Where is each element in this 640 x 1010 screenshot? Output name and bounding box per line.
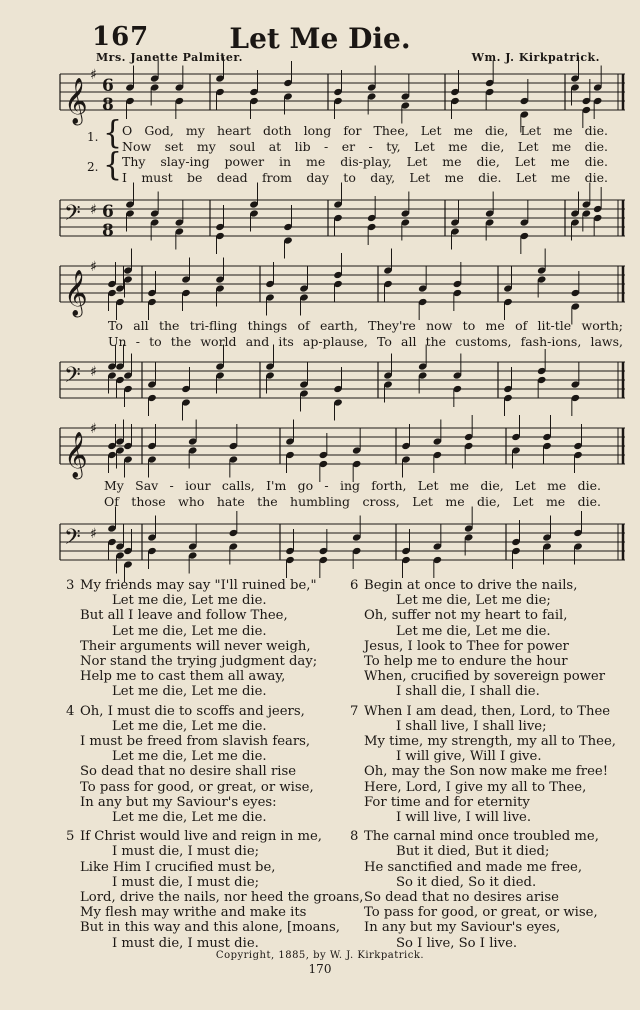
verse-brace-2: { (103, 147, 123, 184)
stanza-line: Jesus, I look to Thee for power (364, 638, 569, 654)
stanza-number: 8 (350, 829, 359, 845)
copyright-notice: Copyright, 1885, by W. J. Kirkpatrick. (215, 950, 425, 961)
system3-bass-staff (60, 520, 625, 568)
stanza-number: 5 (66, 829, 75, 845)
stanza-line: Let me die, Let me die. (112, 718, 267, 734)
stanza-line: Let me die, Let me die; (396, 593, 551, 609)
system3-lyrics (104, 478, 601, 509)
stanza-7 (350, 704, 625, 826)
lyric-line: Now set my soul at lib - er - ty, Let me die, Let me die. (122, 138, 608, 154)
stanza-line: Oh, may the Son now make me free! (364, 764, 609, 780)
treble-clef-icon: 𝄞 (64, 270, 88, 316)
lyric-line: I must be dead from day to day, Let me die. Let me die. (122, 169, 608, 185)
stanza-line: Let me die, Let me die. (112, 810, 267, 826)
stanza-line: 3 My friends may say "I'll ruined be," (66, 578, 317, 593)
hymn-number: 167 (92, 22, 150, 52)
stanza-line: Their arguments will never weigh, (80, 638, 311, 654)
stanza-line: Like Him I crucified must be, (80, 859, 276, 875)
verse-brace-1: { (103, 115, 123, 152)
stanza-line: To help me to endure the hour (364, 654, 568, 670)
stanza-6 (350, 578, 625, 700)
stanza-3 (66, 578, 341, 700)
stanza-line: To pass for good, or great, or wise, (80, 779, 314, 795)
system1-treble-staff (60, 67, 625, 124)
stanza-line: I must die, I must die; (112, 874, 260, 890)
stanza-number: 4 (66, 703, 75, 719)
stanza-line: But it died, But it died; (396, 844, 550, 860)
stanza-line: For time and for eternity (364, 794, 530, 810)
verse-number-2: 2. (87, 160, 99, 174)
bass-clef-icon: 𝄢 (64, 201, 81, 231)
stanza-line: In any but my Saviour's eyes, (364, 920, 561, 936)
stanza-5 (66, 829, 364, 951)
stanza-line: I shall die, I shall die. (396, 684, 540, 700)
lyric-line: O God, my heart doth long for Thee, Let me die, Let me die. (122, 123, 608, 138)
system2-lyrics (108, 318, 623, 349)
stanza-line: Let me die, Let me die. (112, 623, 267, 639)
time-sig-top: 6 (102, 76, 114, 96)
stanza-line: So dead that no desire shall rise (80, 764, 297, 780)
stanza-number: 3 (66, 578, 75, 593)
stanza-line: Nor stand the trying judgment day; (80, 654, 318, 670)
stanza-line: 7 When I am dead, then, Lord, to Thee (350, 703, 611, 719)
stanza-4 (66, 704, 341, 826)
stanzas-left-column (66, 578, 364, 955)
stanza-line: 4 Oh, I must die to scoffs and jeers, (66, 703, 305, 719)
key-sharp-icon: ♯ (90, 202, 97, 218)
verse-number-1: 1. (87, 130, 99, 144)
system2-treble-staff (60, 259, 625, 316)
stanza-number: 7 (350, 703, 359, 719)
lyric-line: Un - to the world and its ap-plause, To all the customs, fash-ions, laws, (108, 333, 623, 349)
stanza-line: To pass for good, or great, or wise, (364, 905, 598, 921)
stanzas-right-column (350, 578, 625, 955)
stanza-line: When, crucified by sovereign power (364, 669, 606, 685)
lyric-line: My Sav - iour calls, I'm go - ing forth, Let me die, Let me die. (104, 478, 601, 493)
author-credit: Mrs. Janette Palmiter. (96, 51, 243, 64)
stanza-number: 6 (350, 578, 359, 593)
stanza-line: Let me die, Let me die. (112, 684, 267, 700)
stanza-line: I will live, I will live. (396, 810, 532, 826)
key-sharp-icon: ♯ (90, 526, 97, 542)
stanza-line: Let me die, Let me die. (396, 623, 551, 639)
stanza-8 (350, 829, 625, 951)
system2-bass-staff (60, 358, 625, 406)
stanza-line: Let me die, Let me die. (112, 749, 267, 765)
treble-clef-icon: 𝄞 (64, 78, 88, 124)
stanza-line: So dead that no desires arise (364, 890, 559, 906)
stanza-line: Let me die, Let me die. (112, 593, 267, 609)
page-number: 170 (308, 962, 332, 976)
stanza-line: I will give, Will I give. (396, 749, 542, 765)
hymn-title: Let Me Die. (229, 22, 411, 55)
bass-clef-icon: 𝄢 (64, 363, 81, 393)
stanza-line: So it died, So it died. (396, 874, 537, 890)
stanza-line: Lord, drive the nails, nor heed the groans, (80, 890, 364, 906)
time-sig-bottom: 8 (102, 95, 114, 115)
stanza-line: I must be freed from slavish fears, (80, 734, 311, 750)
stanza-line: 5 If Christ would live and reign in me, (66, 829, 322, 845)
stanza-line: I must die, I must die. (112, 935, 259, 951)
key-sharp-icon: ♯ (90, 259, 97, 275)
stanza-line: Help me to cast them all away, (80, 669, 286, 685)
key-sharp-icon: ♯ (90, 364, 97, 380)
lyric-line: Of those who hate the humbling cross, Let me die, Let me die. (104, 493, 601, 509)
system1-bass-staff (60, 196, 625, 244)
stanza-line: But all I leave and follow Thee, (80, 608, 288, 624)
stanza-line: 6 Begin at once to drive the nails, (350, 578, 578, 593)
system3-treble-staff (60, 421, 625, 478)
time-sig-bottom: 8 (102, 221, 114, 241)
stanza-line: In any but my Saviour's eyes: (80, 794, 277, 810)
stanza-line: So I live, So I live. (396, 935, 518, 951)
composer-credit: Wm. J. Kirkpatrick. (471, 51, 600, 64)
stanza-line: Oh, suffer not my heart to fail, (364, 608, 568, 624)
bass-clef-icon: 𝄢 (64, 525, 81, 555)
key-sharp-icon: ♯ (90, 67, 97, 83)
lyric-line: Thy slay-ing power in me dis-play, Let me die, Let me die. (122, 154, 608, 169)
lyric-line: To all the tri-fling things of earth, They're now to me of lit-tle worth; (108, 318, 623, 333)
system1-lyrics (122, 123, 608, 185)
key-sharp-icon: ♯ (90, 421, 97, 437)
stanza-line: My flesh may writhe and make its (80, 905, 307, 921)
stanza-line: My time, my strength, my all to Thee, (364, 734, 616, 750)
time-sig-top: 6 (102, 202, 114, 222)
stanza-line: Here, Lord, I give my all to Thee, (364, 779, 587, 795)
stanza-line: I shall live, I shall live; (396, 718, 547, 734)
stanza-line: But in this way and this alone, [moans, (80, 920, 340, 936)
treble-clef-icon: 𝄞 (64, 432, 88, 478)
stanza-line: 8 The carnal mind once troubled me, (350, 829, 599, 845)
stanza-line: He sanctified and made me free, (364, 859, 583, 875)
stanza-line: I must die, I must die; (112, 844, 260, 860)
